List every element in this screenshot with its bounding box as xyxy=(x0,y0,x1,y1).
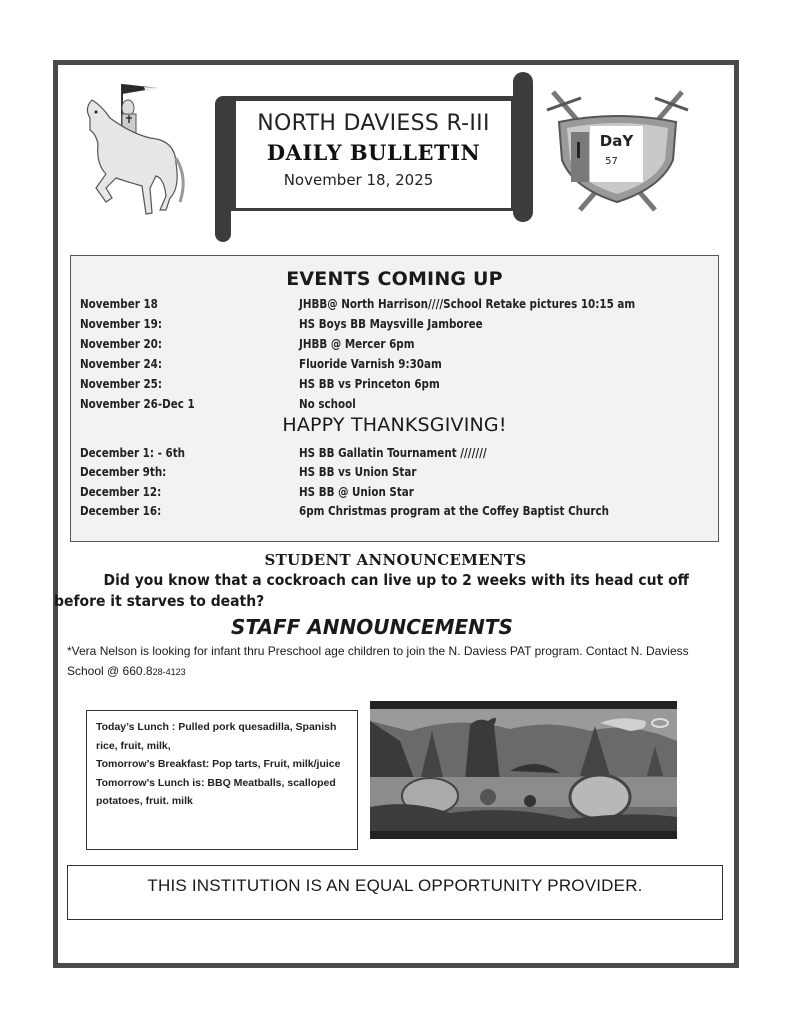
event-description: HS Boys BB Maysville Jamboree xyxy=(299,316,483,331)
event-date: November 25: xyxy=(80,376,162,391)
day-number: 57 xyxy=(605,156,618,167)
tomorrows-breakfast: Tomorrow’s Breakfast: Pop tarts, Fruit, milk/juice xyxy=(96,758,341,770)
title-banner-content xyxy=(236,101,511,208)
event-row xyxy=(80,336,710,356)
menu-box xyxy=(86,710,358,850)
staff-announcement-text xyxy=(67,641,717,682)
day-label: DaY xyxy=(599,132,634,150)
staff-announcements-heading: STAFF ANNOUNCEMENTS xyxy=(231,615,513,639)
event-date: November 24: xyxy=(80,356,162,371)
event-row xyxy=(80,396,710,416)
student-announcement-text: Did you know that a cockroach can live up to 2 weeks with its head cut off before it starves to death? xyxy=(54,571,689,610)
bulletin-date: November 18, 2025 xyxy=(283,171,434,189)
day-counter xyxy=(590,126,643,182)
event-date: December 12: xyxy=(80,484,162,499)
event-description: 6pm Christmas program at the Coffey Baptist Church xyxy=(299,503,610,518)
event-description: HS BB vs Union Star xyxy=(299,464,417,479)
student-announcements-heading: STUDENT ANNOUNCEMENTS xyxy=(264,551,527,569)
event-row xyxy=(80,445,710,465)
event-date: December 16: xyxy=(80,503,162,518)
events-section xyxy=(70,255,719,542)
event-description: No school xyxy=(299,396,356,411)
thanksgiving-heading: HAPPY THANKSGIVING! xyxy=(282,414,507,436)
todays-lunch: Today’s Lunch : Pulled pork quesadilla, Spanish rice, fruit, milk, xyxy=(96,721,337,752)
event-description: Fluoride Varnish 9:30am xyxy=(299,356,442,371)
tomorrows-lunch: Tomorrow’s Lunch is: BBQ Meatballs, scalloped potatoes, fruit. milk xyxy=(96,776,336,807)
event-row xyxy=(80,464,710,484)
event-date: December 1: - 6th xyxy=(80,445,186,460)
event-row xyxy=(80,484,710,504)
event-row xyxy=(80,376,710,396)
event-date: November 26-Dec 1 xyxy=(80,396,195,411)
event-date: November 20: xyxy=(80,336,162,351)
cartoon-forest-scene-image xyxy=(370,701,677,839)
phone-number-tail: 28-4123 xyxy=(152,667,186,677)
event-description: HS BB @ Union Star xyxy=(299,484,414,499)
equal-opportunity-statement: THIS INSTITUTION IS AN EQUAL OPPORTUNITY PROVIDER. xyxy=(147,876,643,895)
events-heading: EVENTS COMING UP xyxy=(286,268,503,290)
menu-text xyxy=(87,711,357,811)
event-description: JHBB @ Mercer 6pm xyxy=(299,336,415,351)
bulletin-title: DAILY BULLETIN xyxy=(266,140,481,165)
event-date: November 19: xyxy=(80,316,162,331)
event-description: HS BB vs Princeton 6pm xyxy=(299,376,440,391)
footer-box xyxy=(67,865,723,920)
event-date: December 9th: xyxy=(80,464,167,479)
event-row xyxy=(80,296,710,316)
event-date: November 18 xyxy=(80,296,158,311)
event-description: JHBB@ North Harrison////School Retake pictures 10:15 am xyxy=(299,296,636,311)
event-row xyxy=(80,356,710,376)
scroll-curl-decoration xyxy=(215,96,231,242)
event-row xyxy=(80,503,710,523)
knight-on-horse-icon xyxy=(80,78,190,223)
event-row xyxy=(80,316,710,336)
school-name: NORTH DAVIESS R-III xyxy=(257,111,490,136)
staff-announcement-body: *Vera Nelson is looking for infant thru Preschool age children to join the N. Daviess PAT program. Contact N. Daviess School @ 660.8 xyxy=(67,644,689,678)
event-description: HS BB Gallatin Tournament /////// xyxy=(299,445,487,460)
